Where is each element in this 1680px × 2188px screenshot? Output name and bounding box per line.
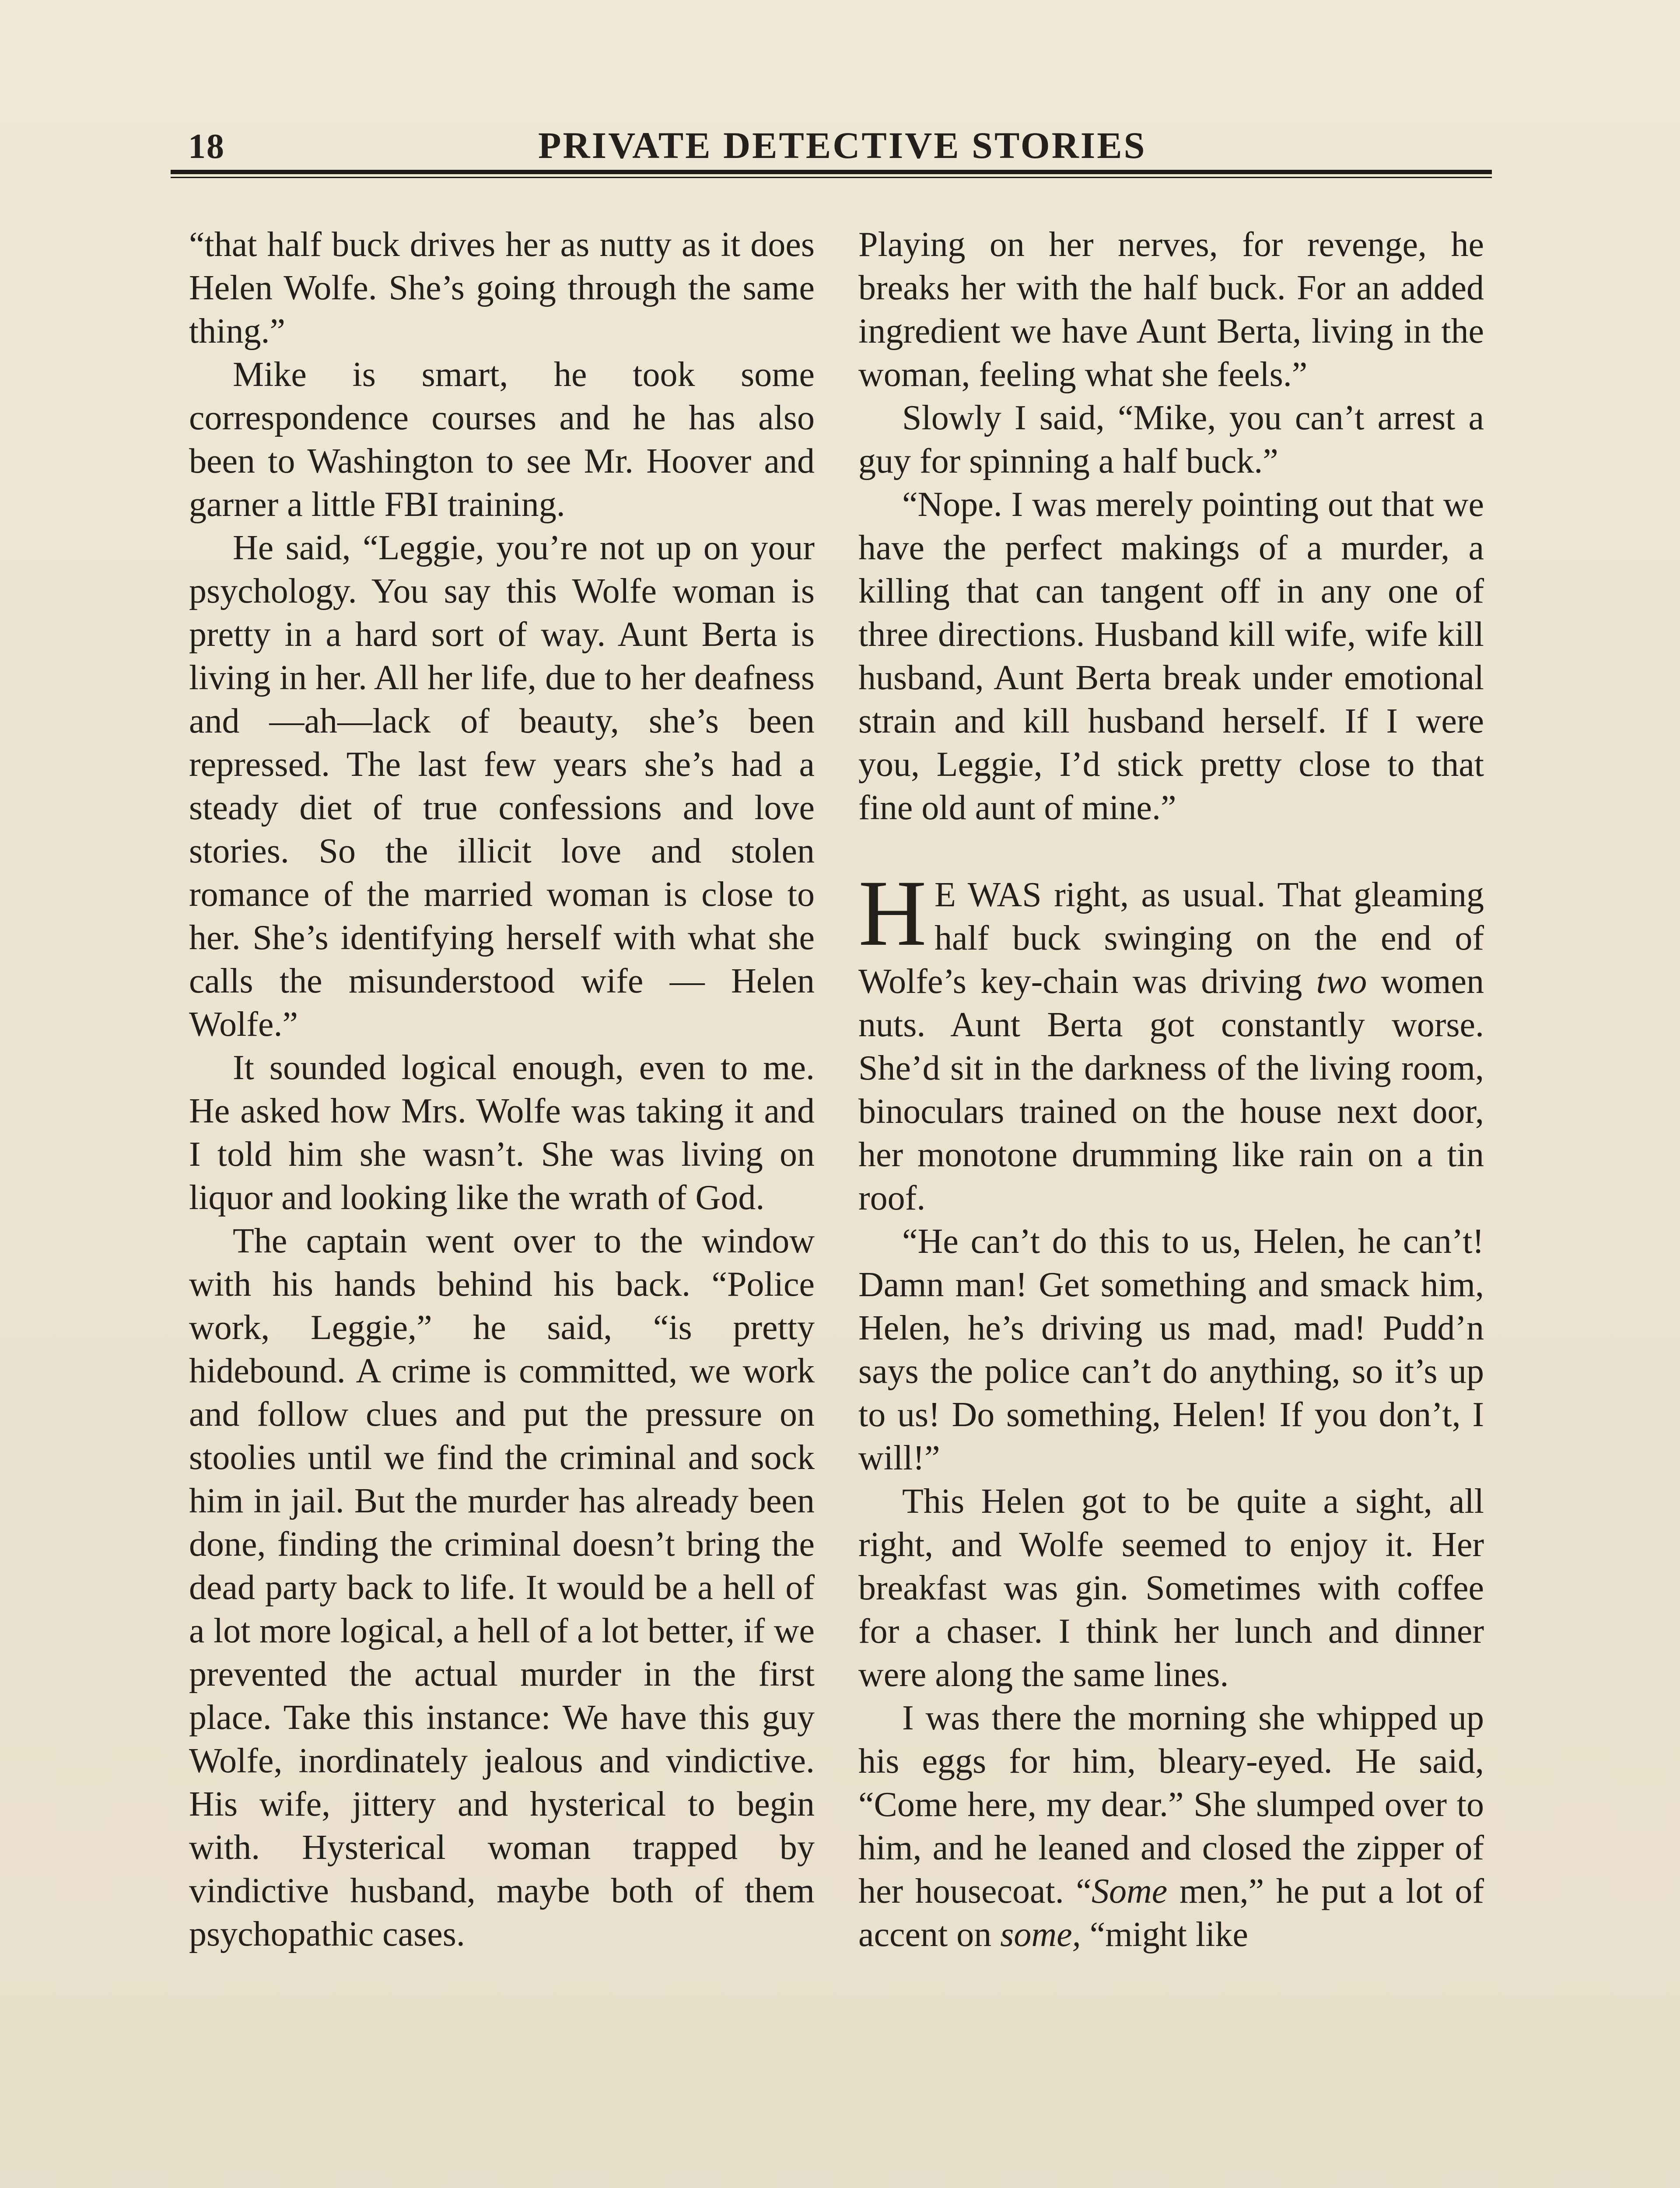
header-rule (171, 170, 1492, 174)
emphasis: two (1316, 962, 1367, 1001)
paragraph: It sounded logical enough, even to me. He asked how Mrs. Wolfe was taking it and I told him she wasn’t. She was living on liquor and looking like the wrath of God. (189, 1048, 815, 1217)
left-column (189, 223, 815, 1956)
section-opening-paragraph (858, 861, 1484, 1220)
paragraph: “He can’t do this to us, Helen, he can’t! Damn man! Get something and smack him, Helen, he’s driving us mad, mad! Pudd’n says the police can’t do anything, so it’s up to us! Do something, Helen! If you don’t, I will!” (858, 1222, 1484, 1477)
paragraph: “Nope. I was merely pointing out that we have the perfect makings of a murder, a killing that can tangent off in any one of three directions. Husband kill wife, wife kill husband, Aunt Berta break under emotional strain and kill husband herself. If I were you, Leggie, I’d stick pretty close to that fine old aunt of mine.” (858, 485, 1484, 827)
text-run: men,” he put a lot of accent on (858, 1872, 1484, 1954)
paragraph: This Helen got to be quite a sight, all right, and Wolfe seemed to enjoy it. Her breakfast was gin. Sometimes with coffee for a chaser. I think her lunch and dinner were along the same lines. (858, 1482, 1484, 1694)
emphasis: Some (1091, 1872, 1168, 1911)
text-run: E WAS right, as usual. That gleaming half buck swinging on the end of Wolfe’s key-chain was driving (858, 876, 1484, 1001)
running-title: PRIVATE DETECTIVE STORIES (538, 124, 1147, 166)
text-run: “might like (1081, 1915, 1248, 1954)
paragraph: The captain went over to the window with his hands behind his back. “Police work, Leggie,” he said, “is pretty hidebound. A crime is committed, we work and follow clues and put the pressure on stoolies until we find the criminal and sock him in jail. But the murder has already been done, finding the criminal doesn’t bring the dead party back to life. It would be a hell of a lot more logical, a hell of a lot better, if we prevented the actual murder in the first place. Take this instance: We have this guy Wolfe, inordinately jealous and vindictive. His wife, jittery and hysterical to begin with. Hysterical woman trapped by vindictive husband, maybe both of them psychopathic cases. (189, 1222, 815, 1953)
paragraph: Playing on her nerves, for revenge, he breaks her with the half buck. For an added ingredient we have Aunt Berta, living in the woman, feeling what she feels.” (858, 225, 1484, 394)
emphasis: some, (1000, 1915, 1081, 1954)
paragraph: Mike is smart, he took some correspondence courses and he has also been to Washington to see Mr. Hoover and garner a little FBI training. (189, 355, 815, 524)
page-number: 18 (188, 127, 225, 166)
paragraph: “that half buck drives her as nutty as it does Helen Wolfe. She’s going through the same thing.” (189, 225, 815, 351)
paragraph: He said, “Leggie, you’re not up on your psychology. You say this Wolfe woman is pretty in a hard sort of way. Aunt Berta is living in her. All her life, due to her deafness and —ah—lack of beauty, she’s been repressed. The last few years she’s had a steady diet of true confessions and love stories. So the illicit love and stolen romance of the married woman is close to her. She’s identifying herself with what she calls the misunderstood wife — Helen Wolfe.” (189, 529, 815, 1044)
paragraph-last (858, 1697, 1484, 1957)
drop-cap: H (858, 861, 927, 965)
text-run: women nuts. Aunt Berta got constantly worse. She’d sit in the darkness of the living room, binoculars trained on the house next door, her monotone drumming like rain on a tin roof. (858, 962, 1484, 1217)
paragraph: Slowly I said, “Mike, you can’t arrest a guy for spinning a half buck.” (858, 399, 1484, 480)
text-run: I was there the morning she whipped up his eggs for him, bleary-eyed. He said, “Come here, my dear.” She slumped over to him, and he leaned and closed the zipper of her housecoat. “ (858, 1699, 1484, 1911)
header-rule-thin (171, 177, 1492, 178)
right-column (858, 223, 1484, 1957)
